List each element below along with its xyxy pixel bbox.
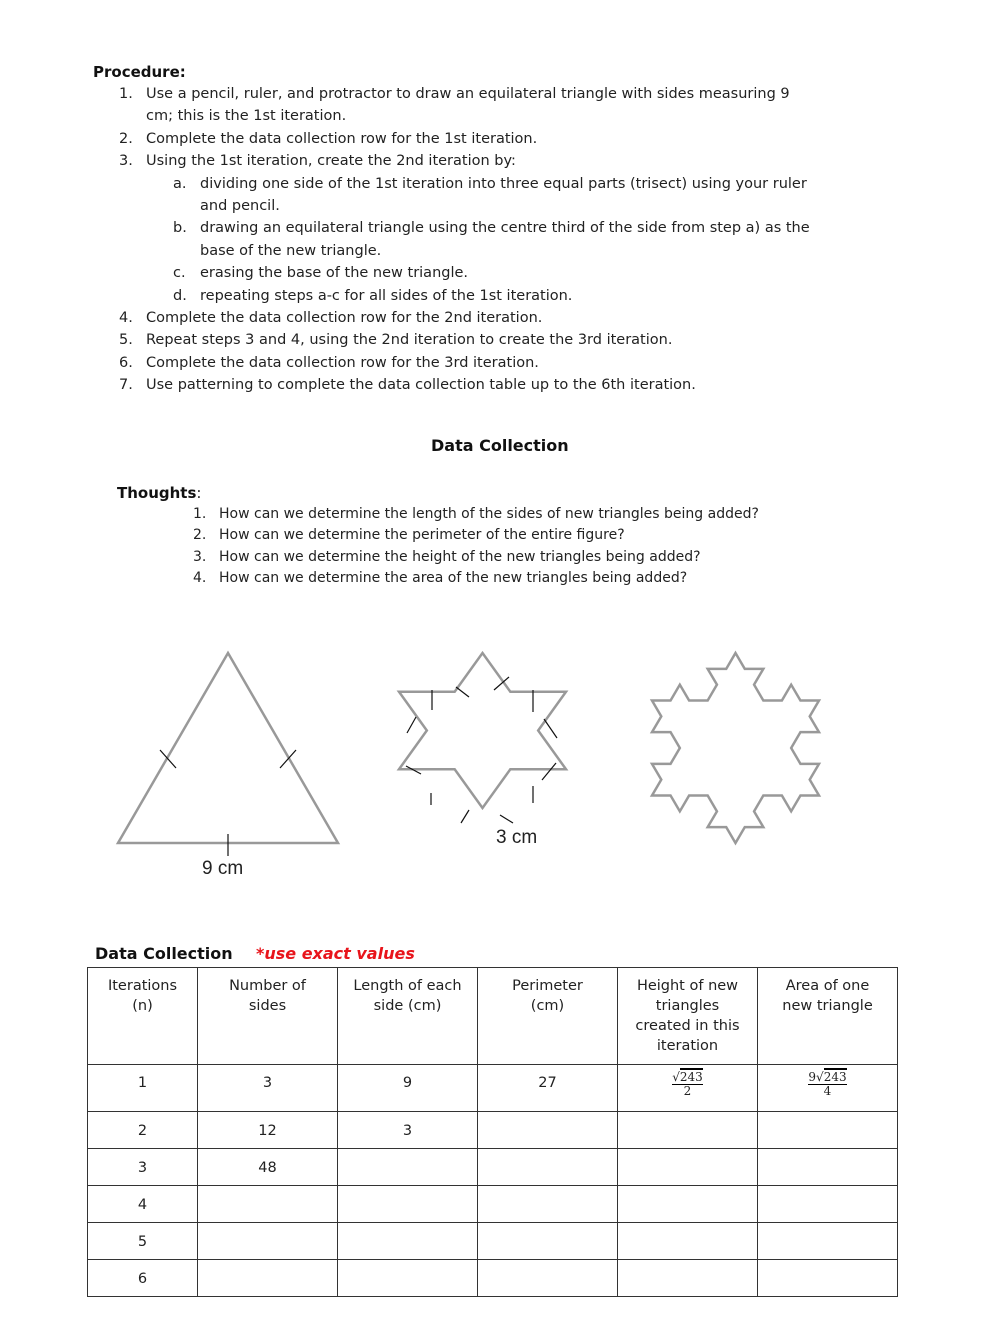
procedure-step-number: 7. (119, 377, 133, 394)
table-cell[interactable] (618, 1065, 758, 1112)
thought-question: How can we determine the area of the new triangles being added? (219, 569, 688, 586)
table-cell[interactable]: 9 (338, 1065, 478, 1112)
table-cell[interactable] (338, 1186, 478, 1223)
tick-mark (407, 717, 416, 733)
header-line: side (cm) (373, 998, 442, 1014)
header-line: triangles (655, 998, 720, 1014)
header-line: iteration (656, 1038, 719, 1054)
thought-question: How can we determine the height of the new triangles being added? (219, 548, 701, 565)
table-cell[interactable] (478, 1112, 618, 1149)
procedure-step-number: 2. (119, 130, 133, 147)
tick-mark (500, 815, 513, 823)
fraction: $\frac{√243}{2}$ (672, 1070, 703, 1098)
procedure-step-text: Use patterning to complete the data collection table up to the 6th iteration. (146, 377, 696, 394)
thought-number: 4. (193, 569, 207, 586)
section-title: Data Collection (431, 436, 569, 455)
table-cell[interactable] (338, 1260, 478, 1297)
table-row (88, 1223, 898, 1260)
tick-mark (406, 766, 421, 774)
column-header (758, 968, 898, 1065)
header-line: (n) (132, 998, 153, 1014)
table-cell[interactable] (618, 1260, 758, 1297)
radicand: 243 (823, 1070, 847, 1084)
table-header-row (88, 968, 898, 1065)
thought-number: 1. (193, 506, 207, 522)
column-header (618, 968, 758, 1065)
table-cell[interactable] (758, 1065, 898, 1112)
table-row (88, 1260, 898, 1297)
data-collection-table (87, 967, 898, 1297)
header-line: new triangle (782, 998, 873, 1014)
table-row (88, 1112, 898, 1149)
table-cell[interactable] (618, 1223, 758, 1260)
procedure-step-text: Complete the data collection row for the 1st iteration. (146, 130, 538, 147)
header-line: Perimeter (512, 978, 583, 994)
table-title: Data Collection (95, 944, 233, 963)
column-header (88, 968, 198, 1065)
procedure-step-text: drawing an equilateral triangle using the centre third of the side from step a) as the (200, 220, 810, 237)
procedure-step-number: 5. (119, 332, 133, 349)
table-cell[interactable] (478, 1149, 618, 1186)
table-cell[interactable] (338, 1149, 478, 1186)
thought-question: How can we determine the length of the sides of new triangles being added? (219, 506, 759, 522)
table-cell[interactable] (338, 1223, 478, 1260)
procedure-title: Procedure: (93, 63, 186, 81)
koch-iteration-3 (652, 653, 819, 843)
table-cell[interactable] (478, 1223, 618, 1260)
thoughts-colon: : (196, 484, 202, 502)
table-cell[interactable]: 3 (198, 1065, 338, 1112)
snowflake-outline (652, 653, 819, 843)
table-cell[interactable] (618, 1112, 758, 1149)
table-row (88, 1149, 898, 1186)
table-cell[interactable]: 27 (478, 1065, 618, 1112)
thought-number: 3. (193, 548, 207, 565)
tick-mark (461, 810, 469, 823)
table-cell[interactable] (478, 1260, 618, 1297)
exact-values-note: *use exact values (256, 944, 415, 963)
side-length-label-9cm: 9 cm (202, 858, 244, 879)
header-line: (cm) (530, 998, 565, 1014)
tick-mark (542, 763, 556, 780)
table-cell[interactable] (618, 1186, 758, 1223)
header-line: Number of (229, 978, 306, 994)
header-line: created in this (635, 1018, 740, 1034)
procedure-step-number: c. (173, 265, 186, 282)
procedure-step-text: dividing one side of the 1st iteration into three equal parts (trisect) using your ruler (200, 175, 807, 192)
procedure-step-number: b. (173, 220, 187, 237)
procedure-step-number: d. (173, 287, 187, 304)
table-cell[interactable] (198, 1186, 338, 1223)
table-row (88, 1186, 898, 1223)
tick-mark (456, 687, 469, 697)
table-cell[interactable]: 6 (88, 1260, 198, 1297)
column-header (338, 968, 478, 1065)
header-line: Length of each (353, 978, 462, 994)
table-cell[interactable] (198, 1223, 338, 1260)
procedure-step-text: base of the new triangle. (200, 242, 382, 259)
table-cell[interactable]: 48 (198, 1149, 338, 1186)
procedure-step-number: 4. (119, 310, 133, 326)
table-cell[interactable] (618, 1149, 758, 1186)
table-cell[interactable] (758, 1186, 898, 1223)
procedure-step-number: 6. (119, 354, 133, 371)
table-cell[interactable] (198, 1260, 338, 1297)
table-cell[interactable] (758, 1223, 898, 1260)
table-cell[interactable] (478, 1186, 618, 1223)
procedure-step-text: and pencil. (200, 198, 280, 214)
table-row (88, 1065, 898, 1112)
procedure-step-number: a. (173, 175, 187, 192)
tick-mark (494, 677, 509, 690)
column-header (198, 968, 338, 1065)
procedure-step-number: 3. (119, 153, 133, 170)
denominator: 4 (823, 1084, 832, 1098)
header-line: sides (248, 998, 287, 1014)
table-cell[interactable] (758, 1260, 898, 1297)
table-cell[interactable]: 2 (88, 1112, 198, 1149)
coefficient: 9 (808, 1070, 817, 1084)
procedure-step-text: cm; this is the 1st iteration. (146, 108, 347, 125)
table-cell[interactable]: 1 (88, 1065, 198, 1112)
procedure-step-number: 1. (119, 86, 133, 102)
column-header (478, 968, 618, 1065)
thoughts-label: Thoughts (117, 484, 197, 502)
procedure-step-text: erasing the base of the new triangle. (200, 265, 469, 282)
tick-mark (544, 719, 557, 738)
table-cell[interactable] (758, 1149, 898, 1186)
procedure-step-text: Use a pencil, ruler, and protractor to draw an equilateral triangle with sides measuring 9 (146, 86, 790, 102)
table-cell[interactable] (758, 1112, 898, 1149)
table-cell[interactable]: 3 (88, 1149, 198, 1186)
thought-number: 2. (193, 527, 207, 544)
procedure-step-text: Complete the data collection row for the 3rd iteration. (146, 354, 539, 371)
side-length-label-3cm: 3 cm (496, 827, 538, 848)
procedure-step-text: Repeat steps 3 and 4, using the 2nd iteration to create the 3rd iteration. (146, 332, 673, 349)
procedure-step-text: Complete the data collection row for the 2nd iteration. (146, 310, 543, 326)
header-line: Iterations (107, 978, 178, 994)
fraction: $\frac{9√243}{4}$ (808, 1070, 847, 1098)
table-cell[interactable]: 3 (338, 1112, 478, 1149)
radicand: 243 (679, 1070, 703, 1084)
header-line: Area of one (785, 978, 870, 994)
table-cell[interactable]: 12 (198, 1112, 338, 1149)
table-cell[interactable]: 4 (88, 1186, 198, 1223)
procedure-step-text: repeating steps a-c for all sides of the 1st iteration. (200, 287, 573, 304)
header-line: Height of new (636, 978, 739, 994)
table-cell[interactable]: 5 (88, 1223, 198, 1260)
thought-question: How can we determine the perimeter of the entire figure? (219, 527, 625, 544)
denominator: 2 (683, 1084, 692, 1098)
procedure-step-text: Using the 1st iteration, create the 2nd iteration by: (146, 153, 516, 170)
